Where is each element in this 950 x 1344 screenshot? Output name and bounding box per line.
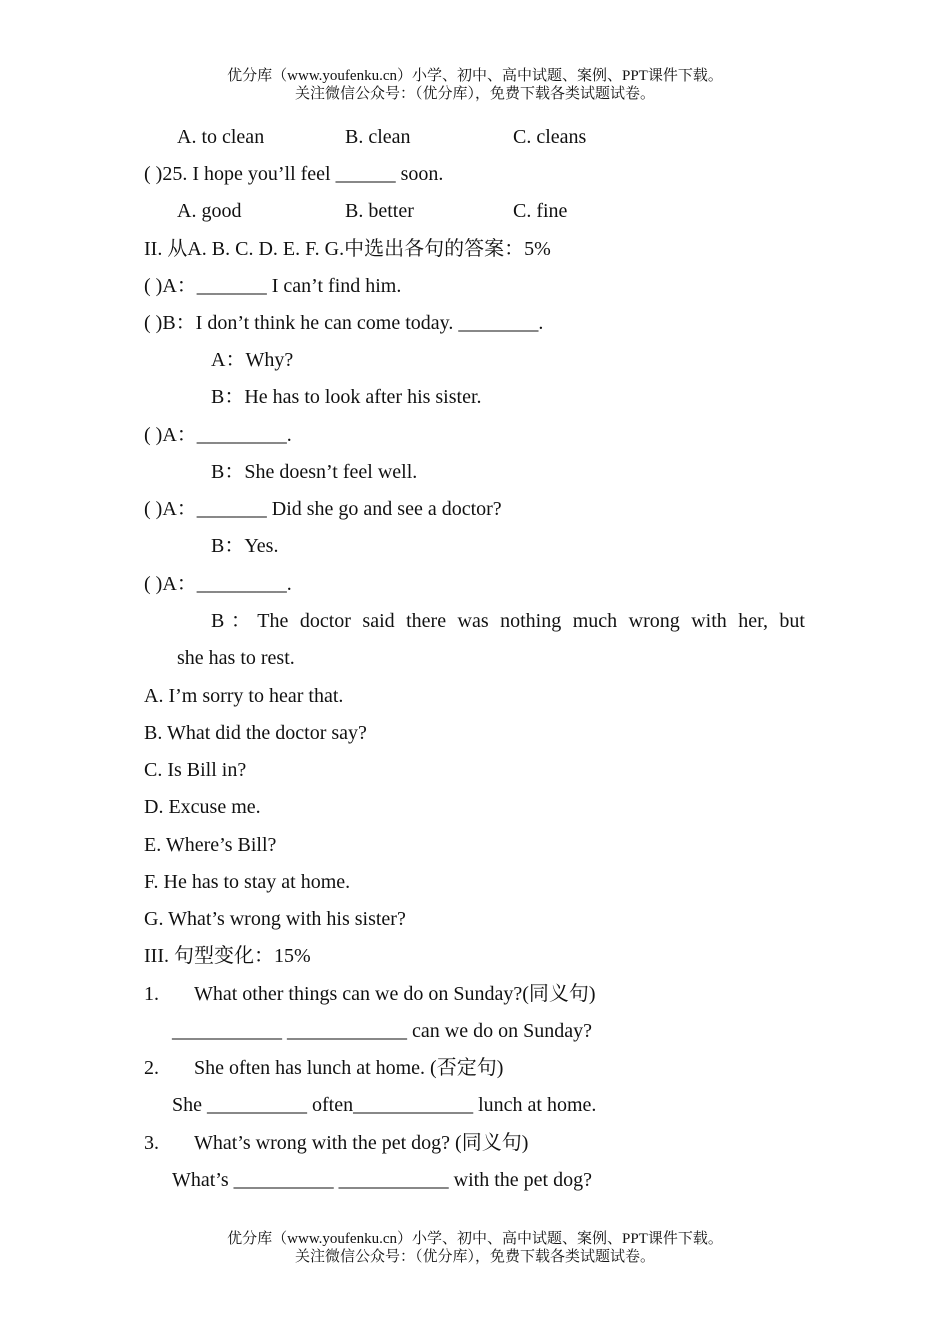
choice-item: F. He has to stay at home.: [144, 871, 351, 893]
dialogue-line: B：The doctor said there was nothing much wrong with her, but: [211, 610, 805, 632]
choice-item: C. Is Bill in?: [144, 759, 247, 781]
page-header: [0, 67, 950, 103]
footer-line-1: 优分库（www.youfenku.cn）小学、初中、高中试题、案例、PPT课件下载。: [227, 1231, 723, 1247]
question-number: 1.: [144, 983, 159, 1005]
choice-item: D. Excuse me.: [144, 796, 261, 818]
q25-option-c: C. fine: [513, 200, 568, 222]
question-text: She often has lunch at home. (否定句): [194, 1057, 504, 1079]
dialogue-line: ( )A：_______ Did she go and see a doctor?: [144, 498, 502, 520]
question-text: What other things can we do on Sunday?(同义句): [194, 983, 596, 1005]
choice-item: A. I’m sorry to hear that.: [144, 685, 344, 707]
choice-item: B. What did the doctor say?: [144, 722, 367, 744]
q25-option-a: A. good: [177, 200, 242, 222]
dialogue-line: ( )B：I don’t think he can come today. ________.: [144, 312, 544, 334]
section-2-title: II. 从A. B. C. D. E. F. G.中选出各句的答案：5%: [144, 238, 551, 260]
dialogue-line: A：Why?: [211, 349, 294, 371]
answer-line: What’s __________ ___________ with the pet dog?: [172, 1169, 592, 1191]
page-footer: [0, 1230, 950, 1266]
transform-question: [144, 981, 596, 1007]
question-number: 2.: [144, 1057, 159, 1079]
footer-line-2: 关注微信公众号：（优分库），免费下载各类试题试卷。: [294, 1249, 655, 1265]
dialogue-line: ( )A：_________.: [144, 573, 292, 595]
q25-stem: ( )25. I hope you’ll feel ______ soon.: [144, 163, 444, 185]
q24-option-b: B. clean: [345, 126, 411, 148]
header-line-1: 优分库（www.youfenku.cn）小学、初中、高中试题、案例、PPT课件下载。: [227, 68, 723, 84]
q24-option-a: A. to clean: [177, 126, 265, 148]
dialogue-line: B：He has to look after his sister.: [211, 386, 482, 408]
q24-option-c: C. cleans: [513, 126, 587, 148]
answer-line: She __________ often____________ lunch at home.: [172, 1094, 597, 1116]
choice-item: G. What’s wrong with his sister?: [144, 908, 406, 930]
dialogue-line: B：She doesn’t feel well.: [211, 461, 418, 483]
header-line-2: 关注微信公众号：（优分库），免费下载各类试题试卷。: [294, 86, 655, 102]
q25-option-b: B. better: [345, 200, 414, 222]
transform-question: [144, 1130, 528, 1156]
transform-question: [144, 1055, 503, 1081]
dialogue-line: B：Yes.: [211, 535, 279, 557]
question-number: 3.: [144, 1132, 159, 1154]
dialogue-line: ( )A：_______ I can’t find him.: [144, 275, 402, 297]
choice-item: E. Where’s Bill?: [144, 834, 277, 856]
section-3-title: III. 句型变化：15%: [144, 945, 311, 967]
dialogue-line: she has to rest.: [177, 647, 295, 669]
dialogue-line: ( )A：_________.: [144, 424, 292, 446]
question-text: What’s wrong with the pet dog? (同义句): [194, 1132, 529, 1154]
answer-line: ___________ ____________ can we do on Sunday?: [172, 1020, 592, 1042]
